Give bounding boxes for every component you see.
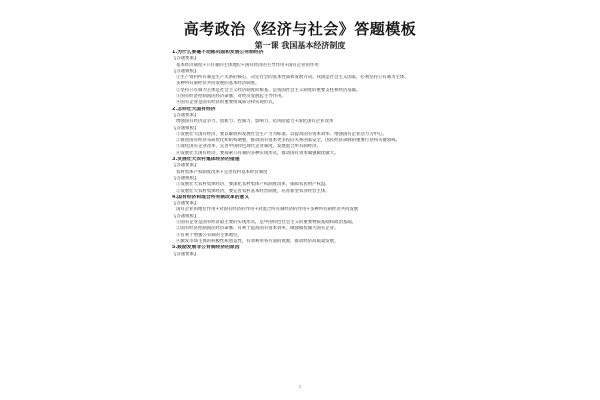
paragraph-line: 国有企业的地位作用+对国有经济的作用+对混合所有制经济的作用+多种所有制经济共同发展: [176, 207, 359, 213]
section-label: 【答题要素】: [172, 201, 199, 207]
paragraph-line: ③深化国有企业改革，完善中国特色现代企业制度，发展混合所有制经济。: [176, 144, 321, 150]
paragraph-line: ④发展壮大国有经济，要探索公有制的多种实现形式，推动国有资本做强做优做大。: [176, 150, 339, 156]
section-label: 【答题要素】: [172, 112, 199, 118]
section-label: 【答题要素】: [172, 163, 199, 169]
lesson-title: 第一课 我国基本经济制度: [254, 41, 346, 50]
paragraph-line: ③有利于增强公有制的主体地位。: [176, 232, 242, 238]
paragraph-line: ②发展壮大农村集体经济，要完善农村基本经营制度，培育新型农业经营主体。: [176, 188, 330, 194]
document-body: [172, 50, 412, 258]
paragraph-line: ②国有经济控制国民经济命脉，有利于提高国有资本效率，做强做优做大国有企业。: [176, 226, 339, 232]
section-label: 【答题模板】: [172, 68, 199, 74]
section-label: 【答题要素】: [172, 56, 199, 62]
section-label: 【答题要素】: [172, 251, 199, 257]
paragraph-line: ①国有企业是国有经济最主要的实现形式，是中国特色社会主义的重要物质基础和政治基础。: [176, 220, 357, 226]
section-heading: 3.发展壮大农村集体经济的措施: [172, 157, 240, 163]
paragraph-line: ①生产资料所有制是生产关系的核心，决定社会的基本性质和发展方向。我国是社会主义国家，必须坚持公有制为主体、: [176, 75, 409, 81]
paragraph-line: ①发展壮大农村集体经济，要深化农村集体产权制度改革，保障农民财产权益。: [176, 182, 330, 188]
paragraph-line: ③国有经济控制国民经济命脉，对经济发展起主导作用。: [176, 94, 286, 100]
document-title: 高考政治《经济与社会》答题模板: [183, 20, 417, 38]
paragraph-line: ②推进国有经济布局优化和结构调整，推动国有资本更多投向关系国家安全、国民经济命脉的重要行业和关键领域。: [176, 138, 400, 144]
section-label: 【答题模板】: [172, 213, 199, 219]
section-heading: 4.国有经济和混合所有制改革的意义: [172, 194, 250, 200]
section-label: 【答题模板】: [172, 175, 199, 181]
section-heading: 5.鼓励发展非公有制经济的原因: [172, 245, 240, 251]
page-number: 1: [298, 384, 302, 389]
paragraph-line: ①发展壮大国有经济，要以解放和发展社会生产力为标准，以提高国有资本效率、增强国有企业活力为中心。: [176, 131, 387, 137]
paragraph-line: 增强国有经济竞争力、创新力、控制力、影响力、抗风险能力+深化国有企业改革: [176, 119, 334, 125]
paragraph-line: 基本经济制度+公有制的主体地位+国有经济的主导作用+国有企业的作用: [176, 62, 319, 68]
paragraph-line: ②坚持公有制为主体是社会主义经济制度的根基，是我国社会主义制度的重要支柱和经济基础。: [176, 87, 361, 93]
section-heading: 1.为什么要毫不动摇巩固和发展公有制经济: [172, 50, 264, 55]
section-label: 【答题模板】: [172, 125, 199, 131]
paragraph-line: 多种所有制经济共同发展的基本经济制度。: [176, 81, 260, 87]
paragraph-line: ④国有企业是国有经济的重要组成部分和实现形式。: [176, 100, 277, 106]
paragraph-line: 农村集体产权制度改革+完善农村基本经营制度: [176, 169, 268, 175]
section-heading: 2.怎样壮大国有经济: [172, 106, 216, 112]
paragraph-line: ④激发市场主体的积极性和创造性，有效利用各方面的资源，推动经济高质量发展。: [176, 238, 339, 244]
